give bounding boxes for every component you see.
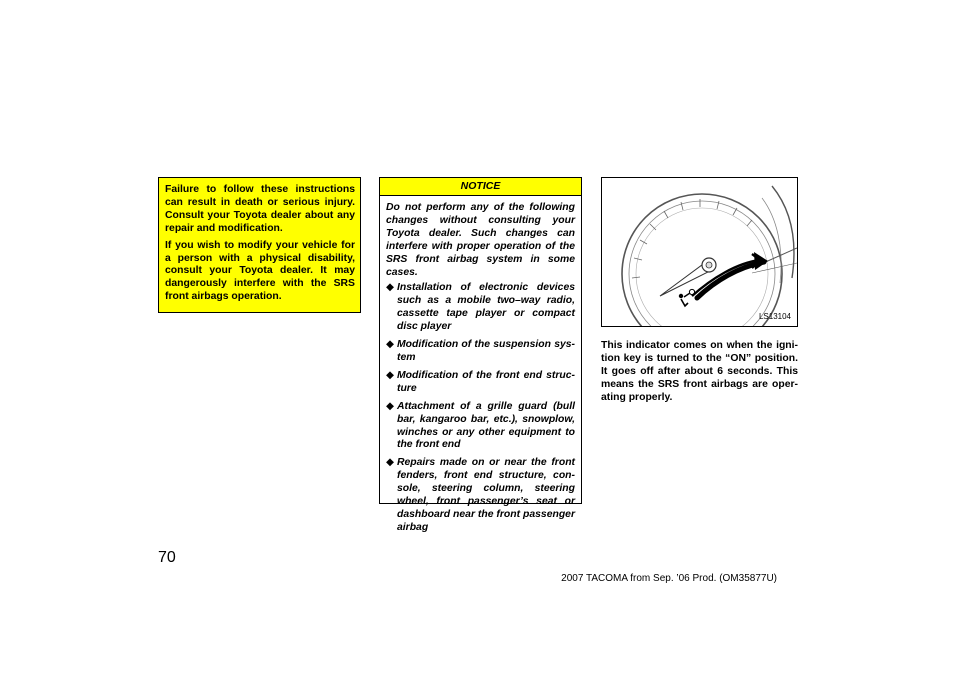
list-item — [386, 370, 575, 396]
pointer-arrow-head — [754, 252, 768, 270]
diamond-bullet-icon: ◆ — [386, 282, 394, 294]
srs-airbag-warning-icon — [679, 289, 695, 306]
list-item — [386, 339, 575, 365]
notice-body — [380, 196, 581, 535]
figure-code: LS13104 — [758, 312, 791, 321]
diamond-bullet-icon: ◆ — [386, 369, 394, 381]
notice-item-text: Repairs made on or near the front fenders, front end structure, con-sole, steering column, steering wheel, front passenger’s seat or dashboard near the front passenger airbag — [397, 457, 575, 533]
notice-intro: Do not perform any of the following changes without consulting your Toyota dealer. Such changes can interfere with proper operation of the SRS front airbag system in some cases. — [386, 202, 575, 278]
notice-title: NOTICE — [380, 178, 581, 196]
list-item — [386, 282, 575, 334]
notice-item-text: Modification of the suspension sys-tem — [397, 339, 575, 363]
instrument-cluster-figure — [601, 177, 798, 327]
diamond-bullet-icon: ◆ — [386, 457, 394, 469]
indicator-caption — [601, 340, 798, 405]
instrument-cluster-illustration — [602, 178, 797, 326]
notice-item-text: Attachment of a grille guard (bull bar, kangaroo bar, etc.), snowplow, winches or any other equipment to the front end — [397, 400, 575, 451]
footer-text: 2007 TACOMA from Sep. ’06 Prod. (OM35877U) — [561, 573, 777, 584]
notice-box — [379, 177, 582, 533]
list-item — [386, 457, 575, 534]
diamond-bullet-icon: ◆ — [386, 339, 394, 351]
notice-list — [386, 282, 575, 534]
gauge-ticks — [632, 199, 752, 278]
caption-text: This indicator comes on when the igni-tion key is turned to the “ON” position. It goes off after about 6 seconds. This means the SRS front airbags are oper-ating properly. — [601, 340, 798, 403]
warning-paragraph-2: If you wish to modify your vehicle for a person with a physical disability, consult your Toyota dealer. It may dangerously interfere with the SRS front airbags operation. — [165, 239, 355, 303]
notice-item-text: Modification of the front end struc-ture — [397, 369, 575, 394]
list-item — [386, 401, 575, 453]
notice-item-text: Installation of electronic devices such as a mobile two–way radio, cassette tape player or compact disc player — [397, 282, 575, 333]
warning-paragraph-1: Failure to follow these instructions can result in death or serious injury. Consult your Toyota dealer about any repair and modification. — [165, 184, 355, 234]
diamond-bullet-icon: ◆ — [386, 400, 394, 412]
warning-box — [158, 177, 361, 313]
page-number: 70 — [158, 549, 176, 566]
